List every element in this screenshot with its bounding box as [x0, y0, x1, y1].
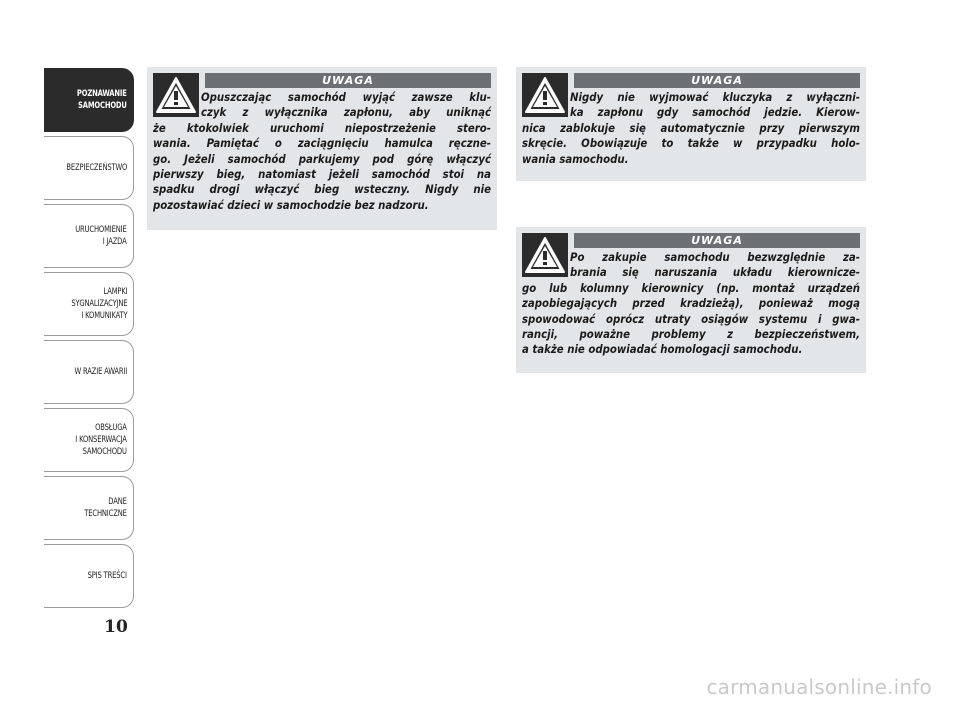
- text-line: a także nie odpowiadać homologacji samochodu.: [522, 343, 803, 357]
- tab-label: BEZPIECZEŃSTWO: [66, 162, 127, 173]
- text-line: skręcie. Obowiązuje to także w przypadku holo-: [522, 137, 860, 151]
- text-line: Opuszczając samochód wyjąć zawsze klu-: [201, 91, 491, 104]
- text-line: że ktokolwiek uruchomi niepostrzeżenie stero-: [153, 121, 491, 135]
- warning-text: [153, 90, 491, 213]
- text-line: brania się naruszania układu kierownicze-: [570, 266, 860, 280]
- text-line: zapobiegających przed kradzieżą), ponieważ mogą: [522, 297, 860, 311]
- tab-w-razie-awarii[interactable]: [44, 340, 134, 404]
- text-line: wania. Pamiętać o zaciągnięciu hamulca ręczne-: [153, 137, 491, 151]
- text-line: spadku drogi włączyć bieg wsteczny. Nigdy nie: [153, 183, 491, 197]
- text-line: spowodować oprócz utraty osiągów systemu i gwa-: [522, 312, 860, 326]
- tab-lampki-sygnalizacyjne[interactable]: [44, 272, 134, 336]
- tab-label: POZNAWANIE SAMOCHODU: [77, 88, 127, 111]
- warning-box-1: [147, 67, 497, 230]
- warning-box-2: [516, 67, 866, 181]
- text-line: go lub kolumny kierownicy (np. montaż urządzeń: [522, 281, 860, 295]
- text-line: Nigdy nie wyjmować kluczyka z wyłączni-: [570, 91, 860, 104]
- text-line: ka zapłonu gdy samochód jedzie. Kierow-: [570, 106, 860, 120]
- tab-label: W RAZIE AWARII: [74, 366, 127, 377]
- text-line: pierwszy bieg, natomiast jeżeli samochód stoi na: [153, 168, 491, 182]
- tab-label: SPIS TREŚCI: [87, 570, 127, 581]
- tab-label: URUCHOMIENIE I JAZDA: [75, 224, 127, 247]
- warning-heading: UWAGA: [574, 233, 860, 248]
- text-line: rancji, poważne problemy z bezpieczeństwem,: [522, 328, 860, 342]
- text-line: wania samochodu.: [522, 152, 629, 166]
- warning-heading: UWAGA: [205, 73, 491, 88]
- tab-label: OBSŁUGA I KONSERWACJA SAMOCHODU: [75, 422, 127, 457]
- text-line: pozostawiać dzieci w samochodzie bez nadzoru.: [153, 198, 429, 212]
- tab-dane-techniczne[interactable]: [44, 476, 134, 540]
- warning-text: [522, 250, 860, 358]
- tab-label: DANE TECHNICZNE: [84, 496, 127, 519]
- warning-heading: UWAGA: [574, 73, 860, 88]
- tab-poznawanie-samochodu[interactable]: [44, 68, 134, 132]
- text-line: Po zakupie samochodu bezwzględnie za-: [570, 251, 860, 264]
- warning-box-3: [516, 227, 866, 373]
- tab-label: LAMPKI SYGNALIZACYJNE I KOMUNIKATY: [70, 286, 127, 321]
- text-line: czyk z wyłącznika zapłonu, aby uniknąć: [201, 106, 491, 120]
- text-line: nica zablokuje się automatycznie przy pierwszym: [522, 121, 860, 135]
- tab-uruchomienie-i-jazda[interactable]: [44, 204, 134, 268]
- watermark: carmanualsonline.info: [706, 675, 932, 699]
- page-number: 10: [104, 617, 128, 637]
- tab-bezpieczenstwo[interactable]: [44, 136, 134, 200]
- text-line: go. Jeżeli samochód parkujemy pod górę włączyć: [153, 152, 491, 166]
- warning-text: [522, 90, 860, 167]
- tab-spis-tresci[interactable]: [44, 544, 134, 608]
- tab-obsluga-i-konserwacja[interactable]: [44, 408, 134, 472]
